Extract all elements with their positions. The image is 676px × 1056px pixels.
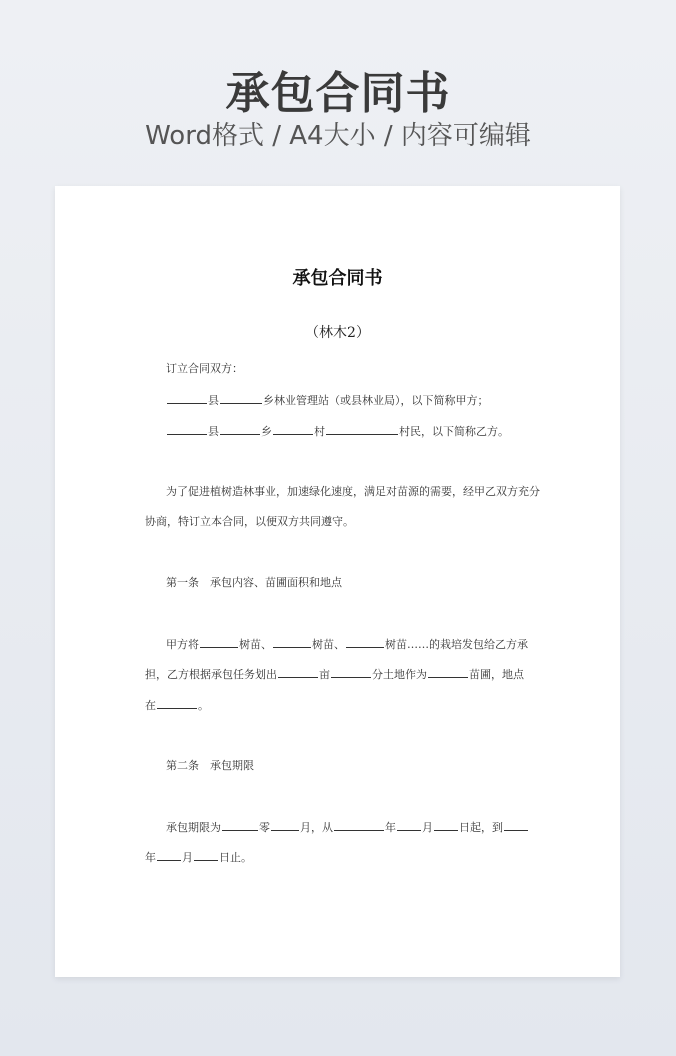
article-2-heading: 第二条 承包期限 [166,759,254,772]
blank-field[interactable] [278,666,318,678]
text-fragment: 亩 [319,668,330,681]
hero-title: 承包合同书 [225,68,451,119]
article-1-heading: 第一条 承包内容、苗圃面积和地点 [166,576,342,589]
blank-field[interactable] [273,636,311,648]
text-fragment: 月 [182,851,193,864]
blank-field[interactable] [326,423,398,435]
party-a-line [166,392,536,409]
blank-field[interactable] [157,849,181,861]
blank-field[interactable] [220,392,262,404]
blank-field[interactable] [273,423,313,435]
blank-field[interactable] [157,697,197,709]
blank-field[interactable] [334,819,384,831]
text-fragment: 在 [145,699,156,712]
purpose-line-1: 为了促进植树造林事业，加速绿化速度，满足对苗源的需要，经甲乙双方充分 [166,485,540,498]
text-fragment: 年 [145,851,156,864]
text-fragment: 日止。 [219,851,252,864]
text-fragment: 县 [208,425,219,438]
hero-subtitle: Word格式 / A4大小 / 内容可编辑 [145,121,531,151]
document-subtitle: （林木2） [305,325,370,341]
text-fragment: 村民，以下简称乙方。 [399,425,509,438]
text-fragment: 担，乙方根据承包任务划出 [145,668,277,681]
text-fragment: 零 [259,821,270,834]
blank-field[interactable] [200,636,238,648]
purpose-line-2: 协商，特订立本合同，以便双方共同遵守。 [145,515,354,528]
document-page [55,186,620,977]
blank-field[interactable] [346,636,384,648]
blank-field[interactable] [167,423,207,435]
article-1-line-1 [166,636,536,653]
blank-field[interactable] [194,849,218,861]
blank-field[interactable] [428,666,468,678]
blank-field[interactable] [222,819,258,831]
blank-field[interactable] [397,819,421,831]
text-fragment: 村 [314,425,325,438]
party-b-line [166,423,536,440]
text-fragment: 月 [422,821,433,834]
blank-field[interactable] [331,666,371,678]
article-1-line-2 [145,666,535,683]
text-fragment: 树苗、 [239,638,272,651]
text-fragment: 县 [208,394,219,407]
text-fragment: 年 [385,821,396,834]
article-1-line-3 [145,697,535,714]
blank-field[interactable] [504,819,528,831]
text-fragment: 日起，到 [459,821,503,834]
text-fragment: 承包期限为 [166,821,221,834]
text-fragment: 乡林业管理站（或县林业局），以下简称甲方； [263,394,489,407]
text-fragment: 乡 [261,425,272,438]
text-fragment: 分土地作为 [372,668,427,681]
text-fragment: 苗圃，地点 [469,668,524,681]
text-fragment: 月，从 [300,821,333,834]
blank-field[interactable] [220,423,260,435]
text-fragment: 树苗、 [312,638,345,651]
article-2-line-2 [145,849,535,866]
blank-field[interactable] [167,392,207,404]
text-fragment: 。 [198,699,209,712]
blank-field[interactable] [271,819,299,831]
parties-intro: 订立合同双方： [166,362,243,375]
text-fragment: 甲方将 [166,638,199,651]
text-fragment: 树苗……的栽培发包给乙方承 [385,638,528,651]
article-2-line-1 [166,819,536,836]
blank-field[interactable] [434,819,458,831]
document-title: 承包合同书 [292,268,383,289]
